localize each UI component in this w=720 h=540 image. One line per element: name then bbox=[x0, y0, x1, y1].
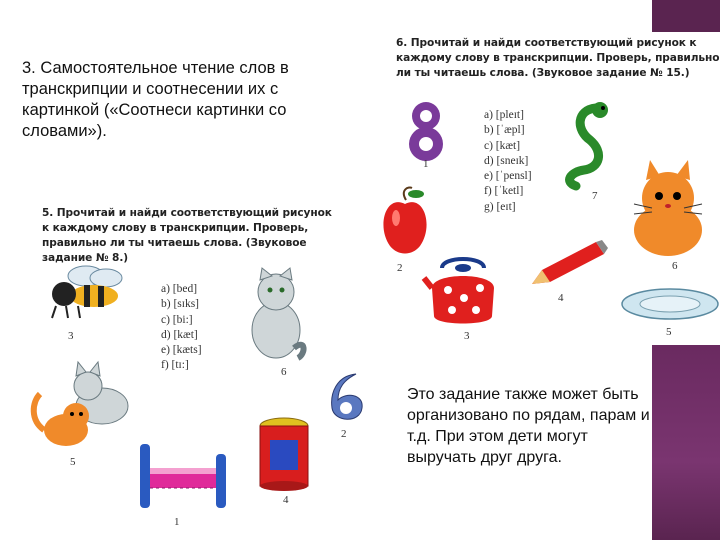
teacher-note: Это задание также может быть организовано по рядам, парам и т.д. При этом дети могут выручать друг друга. bbox=[395, 370, 652, 510]
picture-number: 1 bbox=[423, 158, 429, 170]
six-image bbox=[326, 368, 368, 426]
picture-number: 1 bbox=[174, 516, 180, 528]
picture-number: 3 bbox=[464, 330, 470, 342]
picture-number: 4 bbox=[283, 494, 289, 506]
cat-image bbox=[622, 158, 714, 258]
list-item: c) [kæt] bbox=[484, 139, 521, 152]
decorative-bar-top bbox=[652, 0, 720, 32]
picture-number: 2 bbox=[341, 428, 347, 440]
kettle-image bbox=[424, 248, 502, 330]
list-item: b) [sɪks] bbox=[161, 298, 200, 311]
exercise5-transcription-list bbox=[161, 282, 202, 374]
picture-number: 5 bbox=[70, 456, 76, 468]
picture-number: 7 bbox=[592, 190, 598, 202]
list-item: f) [tɪ:] bbox=[161, 359, 189, 372]
eight-image bbox=[404, 100, 448, 162]
exercise6-transcription-list bbox=[484, 108, 532, 215]
plate-image bbox=[620, 286, 720, 322]
list-item: d) [sneɪk] bbox=[484, 154, 529, 167]
bee-image bbox=[46, 262, 128, 320]
list-item: a) [pleɪt] bbox=[484, 109, 524, 121]
slide-main-text: 3. Самостоятельное чтение слов в транскрипции и соотнесении их с картинкой («Соотнеси картинки со словами»). bbox=[22, 59, 289, 140]
list-item: b) [ˈæpl] bbox=[484, 124, 525, 137]
picture-number: 6 bbox=[281, 366, 287, 378]
exercise5-heading: 5. Прочитай и найди соответствующий рисунок к каждому слову в транскрипции. Проверь, правильно ли ты читаешь слова. (Звуковое задание № 8.) bbox=[42, 207, 332, 264]
tea-tin-image bbox=[256, 416, 312, 492]
list-item: g) [eɪt] bbox=[484, 200, 516, 213]
list-item: e) [ˈpensl] bbox=[484, 170, 532, 183]
cat-image bbox=[244, 268, 308, 360]
picture-number: 6 bbox=[672, 260, 678, 272]
list-item: c) [bi:] bbox=[161, 313, 193, 326]
list-item: f) [ˈketl] bbox=[484, 185, 524, 198]
list-item: a) [bed] bbox=[161, 283, 198, 295]
picture-number: 4 bbox=[558, 292, 564, 304]
cats-image bbox=[26, 350, 136, 450]
picture-number: 3 bbox=[68, 330, 74, 342]
snake-image bbox=[556, 100, 616, 190]
list-item: e) [kæts] bbox=[161, 344, 202, 357]
pencil-image bbox=[528, 240, 610, 290]
exercise6-heading: 6. Прочитай и найди соответствующий рисунок к каждому слову в транскрипции. Проверь, правильно ли ты читаешь слова. (Звуковое задание № 15.) bbox=[396, 37, 720, 79]
apple-image bbox=[378, 186, 432, 256]
picture-number: 5 bbox=[666, 326, 672, 338]
bed-image bbox=[136, 440, 232, 512]
list-item: d) [kæt] bbox=[161, 328, 198, 341]
picture-number: 2 bbox=[397, 262, 403, 274]
decorative-bar-right bbox=[652, 345, 720, 540]
